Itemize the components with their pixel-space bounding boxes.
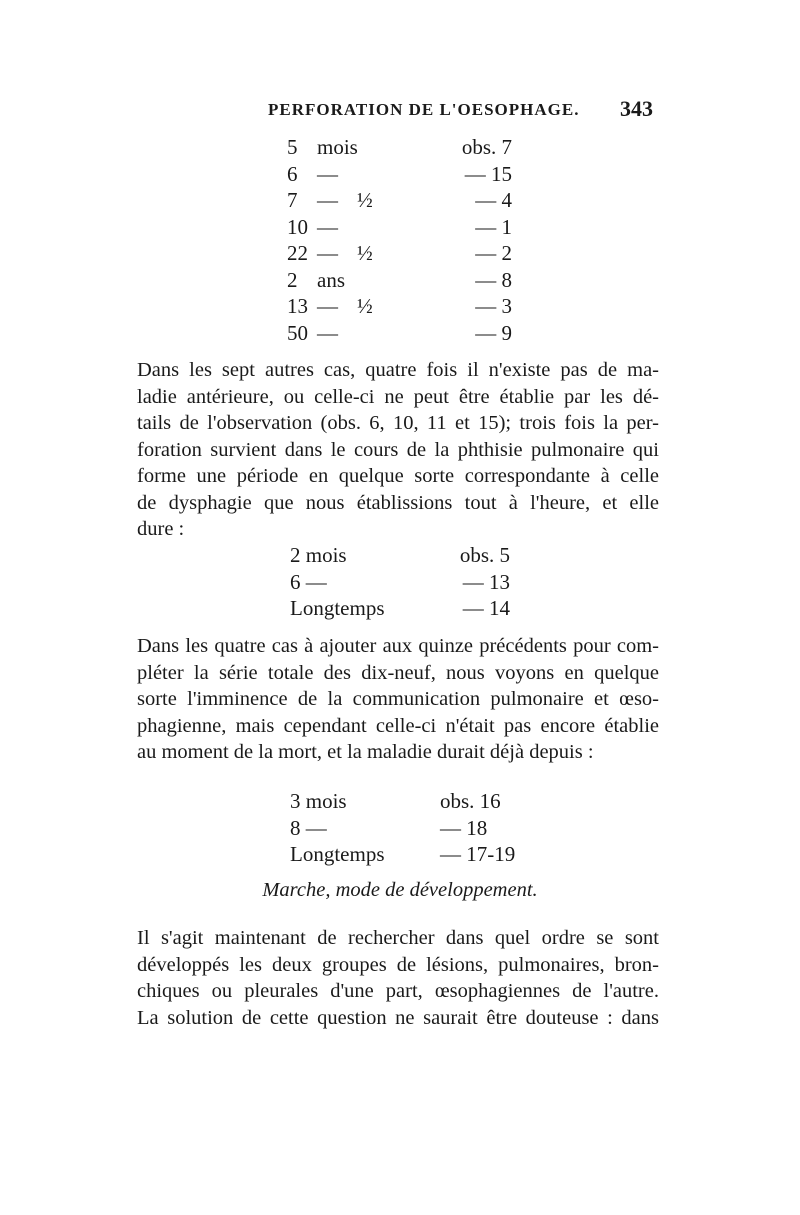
observation-ref: obs. 16 [440, 789, 501, 813]
duration-label: Longtemps [290, 842, 385, 866]
observation-ref: obs. 7 [461, 135, 512, 159]
text-line: Dans les sept autres cas, quatre fois il n'existe pas de ma- [137, 359, 659, 381]
observation-ref: — 8 [475, 267, 512, 292]
text-line: foration survient dans le cours de la phthisie pulmonaire qui [137, 438, 659, 461]
text-line: au moment de la mort, et la maladie durait déjà depuis : [137, 741, 594, 763]
observation-ref: obs. 5 [459, 543, 510, 567]
observation-ref: — 4 [475, 188, 512, 212]
table-row [290, 595, 530, 622]
duration-label: 6 — [290, 569, 327, 594]
observation-ref: — 15 [464, 161, 512, 186]
running-title: PERFORATION DE L'OESOPHAGE. [268, 100, 580, 119]
text-line: tails de l'observation (obs. 6, 10, 11 et 15); trois fois la per- [137, 412, 659, 434]
duration-half: ½ [357, 294, 373, 318]
duration-unit: — [317, 241, 338, 265]
duration-amount: 2 [287, 267, 298, 292]
table-row [287, 267, 527, 294]
table-row [290, 788, 550, 815]
table-row [287, 320, 527, 347]
table-row [287, 134, 527, 161]
duration-unit: — [317, 161, 338, 186]
duration-unit: — [317, 294, 338, 318]
text-line: La solution de cette question ne saurait être douteuse : dans [137, 1006, 659, 1029]
duration-unit: — [317, 188, 338, 212]
duration-unit: — [317, 214, 338, 239]
duration-unit: ans [317, 267, 345, 292]
duration-unit: — [317, 320, 338, 345]
table-row [287, 240, 527, 267]
paragraph-3 [137, 925, 659, 1031]
table-row [287, 214, 527, 241]
observation-ref: — 14 [462, 596, 510, 620]
table-row [287, 293, 527, 320]
duration-amount: 7 [287, 188, 298, 212]
duration-amount: 22 [287, 241, 308, 265]
observation-ref: — 17-19 [440, 842, 516, 866]
duration-table-2 [290, 542, 530, 622]
text-line: forme une période en quelque sorte correspondante à celle [137, 465, 659, 487]
observation-ref: — 18 [440, 815, 488, 840]
duration-table-3 [290, 788, 550, 868]
section-heading: Marche, mode de développement. [262, 879, 538, 901]
text-line: Il s'agit maintenant de rechercher dans quel ordre se sont [137, 927, 659, 949]
observation-ref: — 2 [475, 241, 512, 265]
page-number: 343 [620, 96, 653, 121]
text-line: ladie antérieure, ou celle-ci ne peut être établie par les dé- [137, 385, 659, 408]
text-line: chiques ou pleurales d'une part, œsophagiennes de l'autre. [137, 980, 659, 1002]
text-line: pléter la série totale des dix-neuf, nous voyons en quelque [137, 661, 659, 684]
observation-ref: — 3 [475, 294, 512, 318]
text-line: développés les deux groupes de lésions, pulmonaires, bron- [137, 953, 659, 976]
paragraph-2 [137, 633, 659, 766]
text-line: phagienne, mais cependant celle-ci n'était pas encore établie [137, 714, 659, 737]
duration-amount: 6 [287, 161, 298, 186]
duration-label: Longtemps [290, 596, 385, 620]
text-line: sorte l'imminence de la communication pulmonaire et œso- [137, 688, 659, 710]
paragraph-1 [137, 357, 659, 543]
duration-half: ½ [357, 241, 373, 265]
text-line: dure : [137, 518, 185, 540]
duration-label: 3 mois [290, 789, 347, 813]
duration-table-1 [287, 134, 527, 346]
text-line: Dans les quatre cas à ajouter aux quinze précédents pour com- [137, 635, 659, 657]
observation-ref: — 13 [462, 569, 510, 594]
table-row [290, 569, 530, 596]
duration-label: 2 mois [290, 543, 347, 567]
duration-label: 8 — [290, 815, 327, 840]
table-row [290, 542, 530, 569]
duration-unit: mois [317, 135, 358, 159]
duration-amount: 5 [287, 135, 298, 159]
duration-amount: 50 [287, 320, 308, 345]
text-line: de dysphagie que nous établissions tout à l'heure, et elle [137, 491, 659, 514]
table-row [287, 187, 527, 214]
duration-amount: 13 [287, 294, 308, 318]
observation-ref: — 1 [475, 214, 512, 239]
table-row [290, 815, 550, 842]
table-row [287, 161, 527, 188]
table-row [290, 841, 550, 868]
duration-half: ½ [357, 188, 373, 212]
observation-ref: — 9 [475, 320, 512, 345]
duration-amount: 10 [287, 214, 308, 239]
